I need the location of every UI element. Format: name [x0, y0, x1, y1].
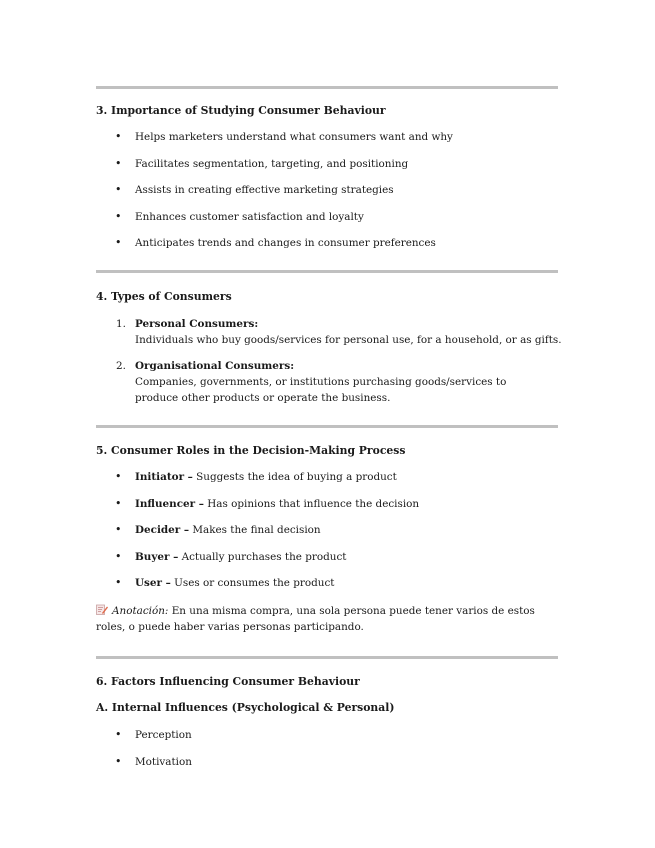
section-3-heading: 3. Importance of Studying Consumer Behaviour [96, 104, 386, 117]
list-item: • Influencer – Has opinions that influence the decision [115, 496, 420, 510]
bullet: • [115, 156, 122, 170]
section-4-list [96, 316, 562, 406]
list-item: 1. Personal Consumers: Individuals who buy goods/services for personal use, for a household, or as gifts. [116, 318, 562, 346]
list-item: 2. Organisational Consumers: Companies, governments, or institutions purchasing goods/services to produce other products or operate the business. [116, 360, 507, 404]
bullet: • [115, 549, 122, 563]
note-label: Anotación: [112, 605, 169, 617]
bullet: • [115, 209, 122, 223]
list-item: • User – Uses or consumes the product [115, 576, 335, 590]
section-5-heading: 5. Consumer Roles in the Decision-Making Process [96, 444, 406, 457]
list-item: • Anticipates trends and changes in consumer preferences [115, 236, 436, 250]
list-item: • Motivation [115, 754, 192, 768]
bullet: • [115, 470, 122, 483]
list-item: • Buyer – Actually purchases the product [115, 549, 347, 563]
horizontal-rule [96, 86, 558, 89]
list-item: • Decider – Makes the final decision [115, 523, 321, 537]
list-item: • Enhances customer satisfaction and loyalty [115, 209, 364, 223]
section-6-list [96, 727, 192, 780]
horizontal-rule [96, 270, 558, 273]
section-6-heading: 6. Factors Influencing Consumer Behaviour [96, 675, 360, 688]
bullet: • [115, 496, 122, 510]
list-item: • Helps marketers understand what consumers want and why [115, 130, 453, 143]
section-5-list [96, 469, 419, 602]
list-item: • Initiator – Suggests the idea of buying a product [115, 470, 397, 483]
section-6-subheading: A. Internal Influences (Psychological & Personal) [96, 701, 395, 714]
bullet: • [115, 236, 122, 250]
section-3-list [96, 129, 453, 262]
bullet: • [115, 754, 122, 768]
list-item: • Facilitates segmentation, targeting, and positioning [115, 156, 409, 170]
horizontal-rule [96, 425, 558, 428]
annotation-note [96, 603, 558, 635]
list-item: • Perception [115, 728, 192, 741]
bullet: • [115, 130, 122, 143]
bullet: • [115, 728, 122, 741]
bullet: • [115, 576, 122, 590]
horizontal-rule [96, 656, 558, 659]
bullet: • [115, 523, 122, 537]
bullet: • [115, 183, 122, 197]
list-item: • Assists in creating effective marketing strategies [115, 183, 394, 197]
memo-pencil-icon [96, 604, 108, 615]
section-4-heading: 4. Types of Consumers [96, 290, 232, 303]
note-text: En una misma compra, una sola persona puede tener varios de estos roles, o puede haber varias personas participando. [96, 605, 535, 633]
